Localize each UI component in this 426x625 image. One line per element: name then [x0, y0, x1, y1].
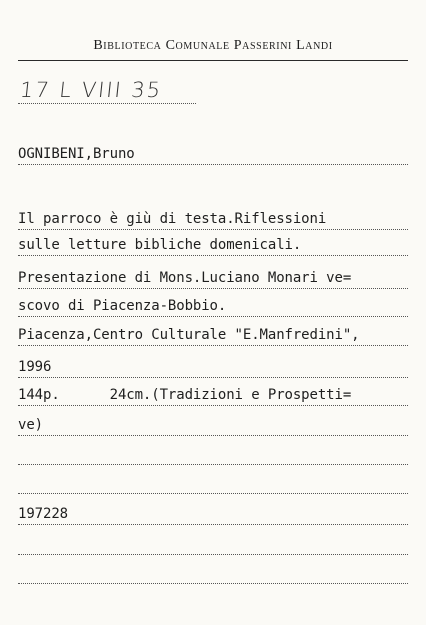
record-line: [18, 503, 408, 525]
record-text: Il parroco è giù di testa.Riflessioni: [18, 211, 327, 227]
record-rule: [18, 583, 408, 584]
record-line: [18, 443, 408, 465]
header-rule: [18, 60, 408, 61]
record-text: 197228: [18, 506, 68, 522]
record-rule: [18, 288, 408, 289]
record-rule: [18, 493, 408, 494]
author-line: [18, 143, 408, 165]
shelfmark-line: [18, 76, 198, 104]
record-text: ve): [18, 417, 43, 433]
shelfmark: 17 L VIII 35: [18, 78, 164, 102]
shelfmark-rule: [18, 103, 196, 104]
record-line: [18, 472, 408, 494]
record-rule: [18, 345, 408, 346]
author-rule: [18, 164, 408, 165]
record-line: [18, 208, 408, 230]
record-line: [18, 562, 408, 584]
record-line: [18, 324, 408, 346]
record-rule: [18, 255, 408, 256]
record-line: [18, 295, 408, 317]
record-rule: [18, 554, 408, 555]
record-rule: [18, 435, 408, 436]
record-text: 1996: [18, 359, 52, 375]
library-header: Biblioteca Comunale Passerini Landi: [93, 38, 333, 53]
record-rule: [18, 405, 408, 406]
record-line: [18, 356, 408, 378]
author: OGNIBENI,Bruno: [18, 146, 135, 162]
record-rule: [18, 464, 408, 465]
record-rule: [18, 377, 408, 378]
record-line: [18, 533, 408, 555]
record-line: [18, 267, 408, 289]
record-text: 144p. 24cm.(Tradizioni e Prospetti=: [18, 387, 352, 403]
record-rule: [18, 524, 408, 525]
record-rule: [18, 316, 408, 317]
record-text: Presentazione di Mons.Luciano Monari ve=: [18, 270, 352, 286]
record-text: Piacenza,Centro Culturale "E.Manfredini",: [18, 327, 360, 343]
record-line: [18, 384, 408, 406]
record-line: [18, 234, 408, 256]
record-text: sulle letture bibliche domenicali.: [18, 237, 302, 253]
record-line: [18, 414, 408, 436]
record-rule: [18, 229, 408, 230]
record-text: scovo di Piacenza-Bobbio.: [18, 298, 227, 314]
